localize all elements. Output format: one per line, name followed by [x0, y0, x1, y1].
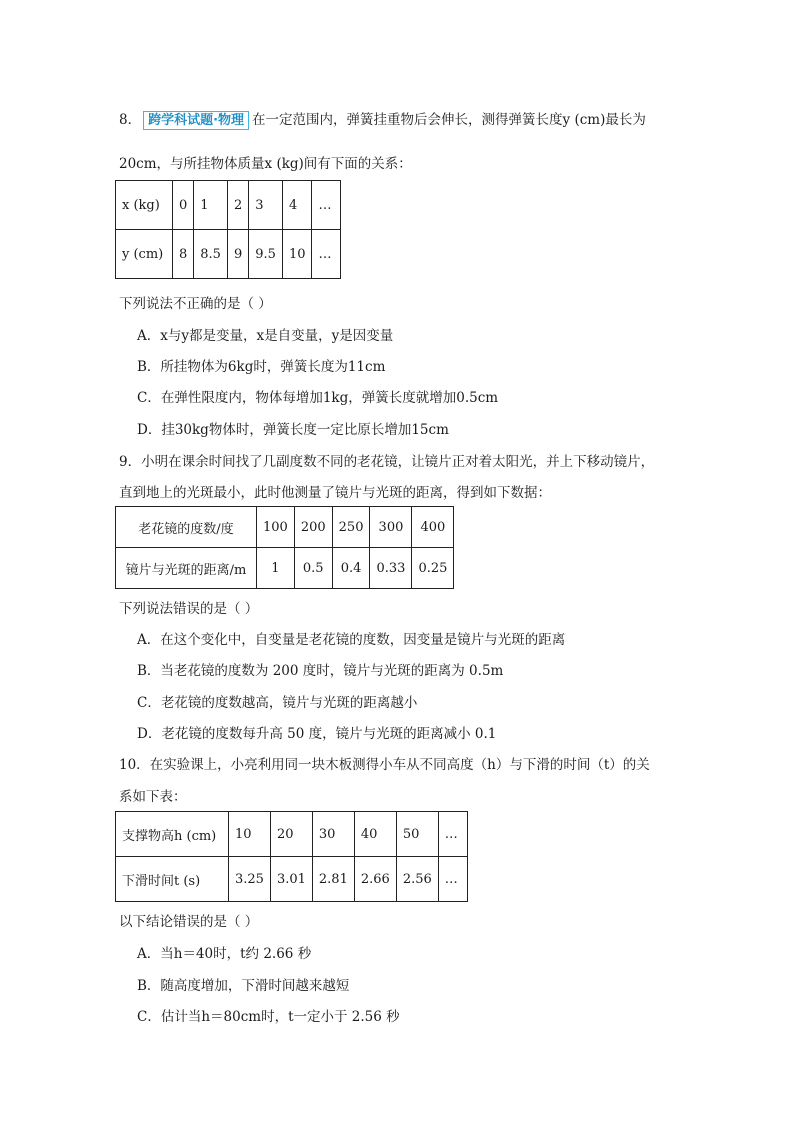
table-cell: 1 — [194, 181, 228, 230]
table-cell: 8 — [173, 230, 194, 279]
q8-option-c: C．在弹性限度内，物体每增加1kg，弹簧长度就增加0.5cm — [137, 390, 499, 406]
table-cell: 老花镜的度数/度 — [116, 507, 257, 548]
q9-option-c: C．老花镜的度数越高，镜片与光斑的距离越小 — [137, 695, 418, 711]
table-cell: 40 — [354, 812, 396, 857]
q9-stem-line1: 9．小明在课余时间找了几副度数不同的老花镜，让镜片正对着太阳光，并上下移动镜片， — [119, 454, 655, 470]
q9-stem-line2: 直到地上的光斑最小，此时他测量了镜片与光斑的距离，得到如下数据： — [119, 485, 551, 501]
table-cell: 50 — [396, 812, 438, 857]
table-cell: 镜片与光斑的距离/m — [116, 548, 257, 589]
table-cell: 250 — [332, 507, 370, 548]
q10-question: 以下结论错误的是（ ） — [119, 914, 259, 930]
q10-option-c: C．估计当h＝80cm时，t一定小于 2.56 秒 — [137, 1009, 400, 1025]
table-row — [116, 181, 341, 230]
q10-option-b: B．随高度增加，下滑时间越来越短 — [137, 978, 350, 994]
table-row — [116, 230, 341, 279]
table-cell: … — [438, 857, 467, 902]
table-cell: … — [312, 181, 341, 230]
q10-option-a: A．当h＝40时，t约 2.66 秒 — [137, 946, 312, 962]
table-row — [116, 548, 454, 589]
q8-question: 下列说法不正确的是（ ） — [119, 296, 272, 312]
table-cell: 200 — [294, 507, 332, 548]
q9-option-b: B．当老花镜的度数为 200 度时，镜片与光斑的距离为 0.5m — [137, 663, 504, 679]
table-cell: 30 — [312, 812, 354, 857]
table-cell: 10 — [282, 230, 312, 279]
table-cell: 2.81 — [312, 857, 354, 902]
q9-data-table — [115, 506, 454, 589]
table-cell: … — [438, 812, 467, 857]
q10-stem-line1: 10．在实验课上，小亮利用同一块木板测得小车从不同高度（h）与下滑的时间（t）的关 — [119, 757, 650, 773]
table-cell: 0 — [173, 181, 194, 230]
q8-stem-text1: 在一定范围内，弹簧挂重物后会伸长，测得弹簧长度y (cm)最长为 — [252, 112, 646, 128]
table-cell: 3.25 — [229, 857, 271, 902]
q9-question: 下列说法错误的是（ ） — [119, 601, 259, 617]
table-cell: 0.33 — [370, 548, 412, 589]
q9-option-a: A．在这个变化中，自变量是老花镜的度数，因变量是镜片与光斑的距离 — [137, 632, 566, 648]
table-cell: 2.66 — [354, 857, 396, 902]
table-cell: x (kg) — [116, 181, 173, 230]
table-cell: 20 — [270, 812, 312, 857]
table-cell: 9.5 — [249, 230, 283, 279]
table-cell: 4 — [282, 181, 312, 230]
q8-number: 8． — [119, 112, 142, 128]
table-row — [116, 812, 468, 857]
table-cell: y (cm) — [116, 230, 173, 279]
table-cell: 10 — [229, 812, 271, 857]
table-cell: 下滑时间t (s) — [116, 857, 229, 902]
q10-data-table — [115, 811, 468, 902]
table-cell: … — [312, 230, 341, 279]
table-cell: 2 — [227, 181, 248, 230]
q8-subject-tag: 跨学科试题·物理 — [143, 111, 249, 130]
table-cell: 400 — [412, 507, 454, 548]
q8-stem-line2: 20cm，与所挂物体质量x (kg)间有下面的关系： — [119, 156, 412, 172]
q10-stem-line2: 系如下表： — [119, 789, 187, 805]
q8-option-a: A．x与y都是变量，x是自变量，y是因变量 — [137, 328, 394, 344]
table-cell: 9 — [227, 230, 248, 279]
q8-stem-line1 — [119, 108, 646, 130]
table-cell: 0.25 — [412, 548, 454, 589]
q8-data-table — [115, 180, 341, 279]
table-cell: 3.01 — [270, 857, 312, 902]
table-row — [116, 857, 468, 902]
q8-option-b: B．所挂物体为6kg时，弹簧长度为11cm — [137, 359, 386, 375]
table-cell: 0.5 — [294, 548, 332, 589]
table-cell: 0.4 — [332, 548, 370, 589]
q8-option-d: D．挂30kg物体时，弹簧长度一定比原长增加15cm — [137, 422, 449, 438]
table-row — [116, 507, 454, 548]
table-cell: 1 — [257, 548, 295, 589]
table-cell: 3 — [249, 181, 283, 230]
table-cell: 2.56 — [396, 857, 438, 902]
table-cell: 8.5 — [194, 230, 228, 279]
table-cell: 100 — [257, 507, 295, 548]
table-cell: 支撑物高h (cm) — [116, 812, 229, 857]
q9-option-d: D．老花镜的度数每升高 50 度，镜片与光斑的距离减小 0.1 — [137, 726, 497, 742]
table-cell: 300 — [370, 507, 412, 548]
